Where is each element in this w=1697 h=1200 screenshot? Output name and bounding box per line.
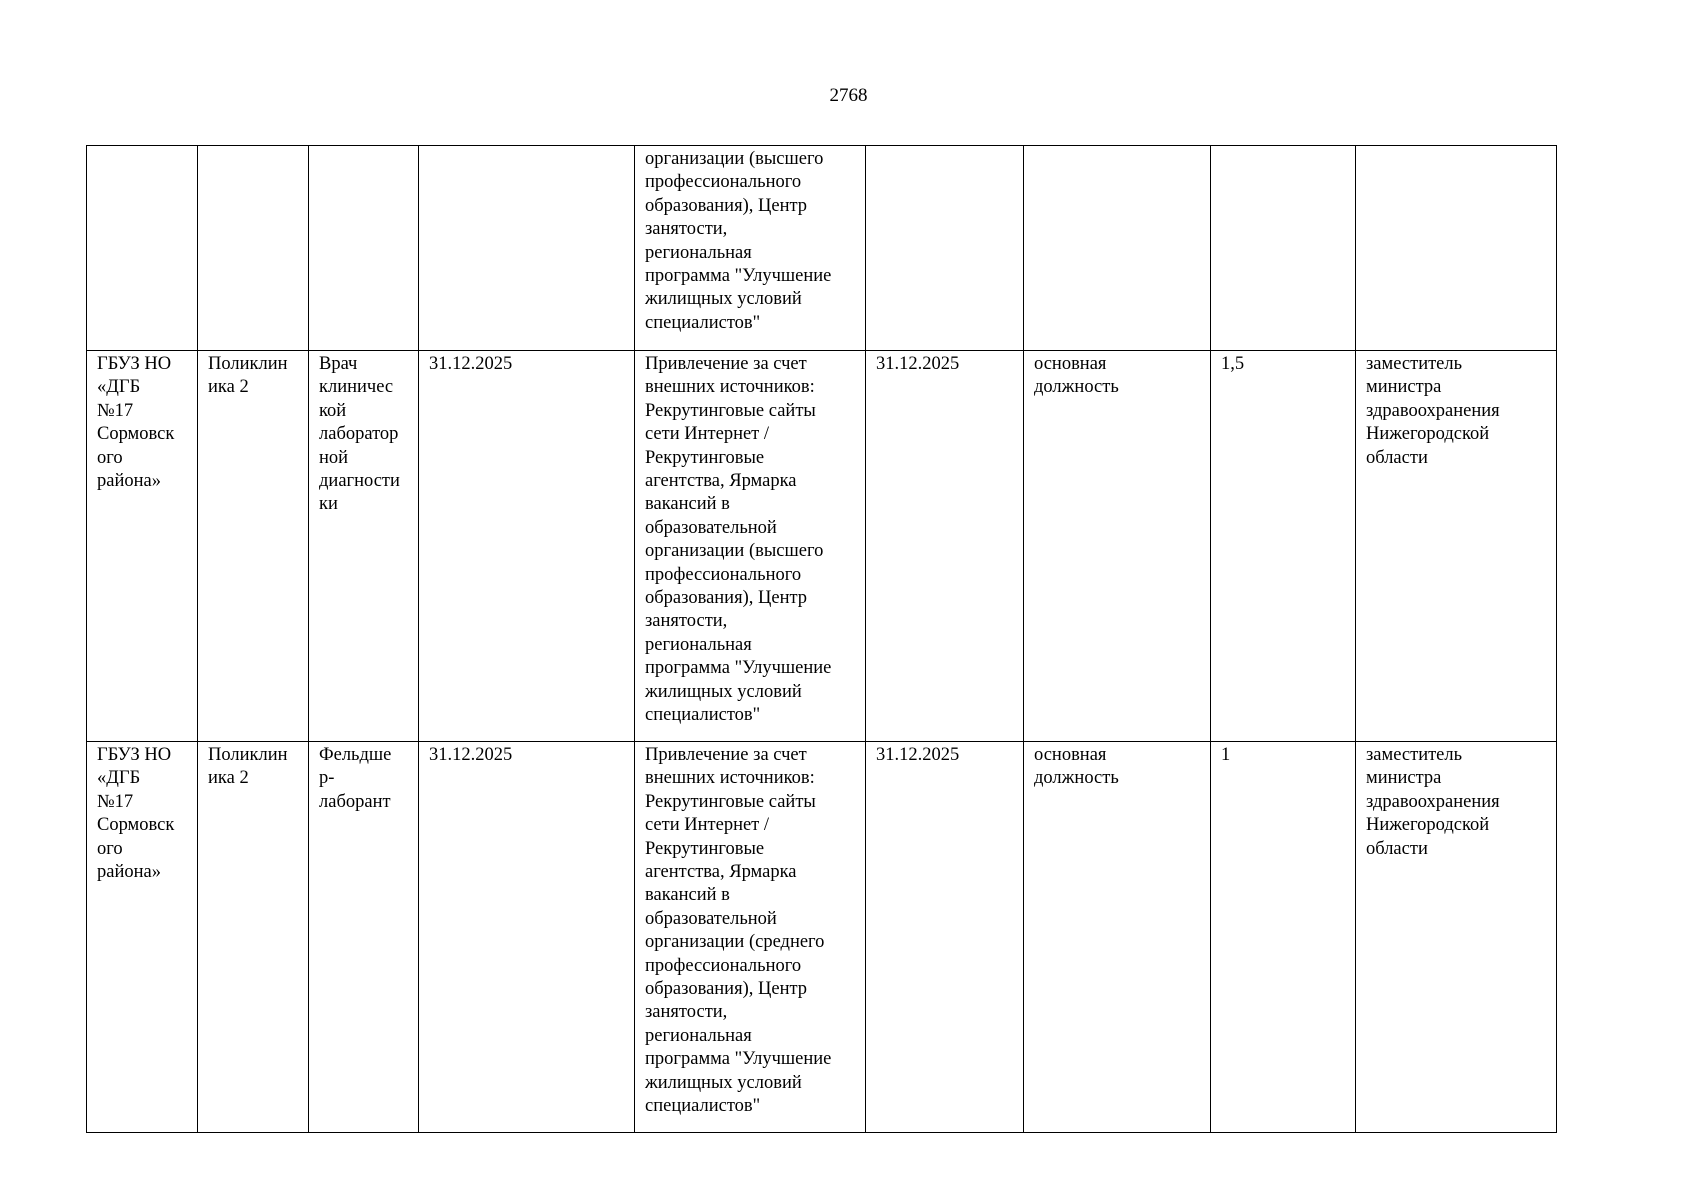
- staffing-table: [86, 145, 1557, 1133]
- cell-date-end: [866, 146, 1024, 351]
- cell-date-start: 31.12.2025: [419, 351, 635, 742]
- cell-organization: ГБУЗ НО «ДГБ №17 Сормовск ого района»: [87, 742, 198, 1133]
- cell-date-start: [419, 146, 635, 351]
- cell-date-end: 31.12.2025: [866, 351, 1024, 742]
- cell-position: Фельдше р- лаборант: [309, 742, 419, 1133]
- cell-division: Поликлин ика 2: [198, 742, 309, 1133]
- cell-division: Поликлин ика 2: [198, 351, 309, 742]
- table-row: [87, 742, 1557, 1133]
- cell-rate: [1211, 146, 1356, 351]
- cell-organization: [87, 146, 198, 351]
- cell-responsible: заместитель министра здравоохранения Нижегородской области: [1356, 351, 1557, 742]
- cell-position: [309, 146, 419, 351]
- cell-division: [198, 146, 309, 351]
- cell-date-end: 31.12.2025: [866, 742, 1024, 1133]
- cell-responsible: [1356, 146, 1557, 351]
- cell-employment-type: [1024, 146, 1211, 351]
- cell-employment-type: основная должность: [1024, 742, 1211, 1133]
- cell-recruitment-method: Привлечение за счет внешних источников: Рекрутинговые сайты сети Интернет / Рекрутинговые агентства, Ярмарка вакансий в образовательной организации (высшего профессионального образования), Центр занятости, региональная программа "Улучшение жилищных условий специалистов": [635, 351, 866, 742]
- cell-rate: 1: [1211, 742, 1356, 1133]
- page-number: 2768: [829, 85, 868, 106]
- table-row: [87, 351, 1557, 742]
- cell-recruitment-method: организации (высшего профессионального образования), Центр занятости, региональная программа "Улучшение жилищных условий специалистов": [635, 146, 866, 351]
- cell-responsible: заместитель министра здравоохранения Нижегородской области: [1356, 742, 1557, 1133]
- cell-organization: ГБУЗ НО «ДГБ №17 Сормовск ого района»: [87, 351, 198, 742]
- table-row: [87, 146, 1557, 351]
- cell-recruitment-method: Привлечение за счет внешних источников: Рекрутинговые сайты сети Интернет / Рекрутинговые агентства, Ярмарка вакансий в образовательной организации (среднего профессионального образования), Центр занятости, региональная программа "Улучшение жилищных условий специалистов": [635, 742, 866, 1133]
- cell-date-start: 31.12.2025: [419, 742, 635, 1133]
- cell-position: Врач клиничес кой лаборатор ной диагности ки: [309, 351, 419, 742]
- cell-employment-type: основная должность: [1024, 351, 1211, 742]
- cell-rate: 1,5: [1211, 351, 1356, 742]
